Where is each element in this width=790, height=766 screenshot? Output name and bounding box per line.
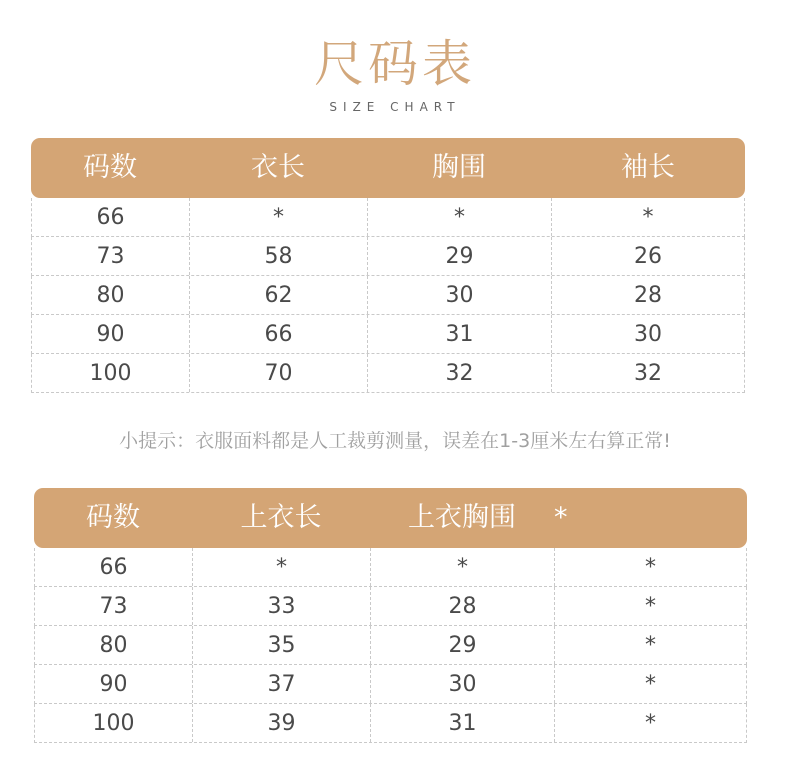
header-extra: *: [554, 502, 568, 533]
table-cell: 32: [634, 361, 662, 386]
table-cell: 29: [368, 237, 552, 275]
table-cell: 66: [32, 198, 190, 236]
table-header: [34, 488, 747, 548]
table-row: [34, 665, 747, 704]
table-cell: 90: [32, 315, 190, 353]
table-cell: 62: [190, 276, 368, 314]
table-cell: 37: [193, 665, 371, 703]
table-cell: 73: [32, 237, 190, 275]
table-cell: 90: [35, 665, 193, 703]
table-cell: *: [645, 594, 656, 619]
table-row: [31, 276, 745, 315]
page-title: 尺码表: [314, 35, 476, 93]
table-cell: 30: [371, 665, 555, 703]
table-row: [31, 354, 745, 393]
table-row: [34, 626, 747, 665]
table-cell: 29: [371, 626, 555, 664]
table-row: [34, 704, 747, 743]
table-cell: 80: [32, 276, 190, 314]
table-cell: *: [642, 205, 654, 230]
size-table-2: [34, 488, 747, 743]
table-row: [31, 315, 745, 354]
table-cell: 28: [634, 283, 662, 308]
table-row: [34, 587, 747, 626]
table-cell: 33: [193, 587, 371, 625]
table-cell: 28: [371, 587, 555, 625]
header-top-chest: 上衣胸围: [408, 502, 516, 533]
table-cell: 80: [35, 626, 193, 664]
table-cell: 100: [35, 704, 193, 742]
table-cell: 30: [368, 276, 552, 314]
table-cell: *: [645, 672, 656, 697]
header-top-length: 上衣长: [240, 502, 322, 533]
table-cell: *: [193, 548, 371, 586]
table-cell: 66: [190, 315, 368, 353]
table-cell: *: [645, 555, 656, 580]
table-header: [31, 138, 745, 198]
table-cell: 35: [193, 626, 371, 664]
header-sleeve: 袖长: [621, 152, 675, 183]
table-cell: 32: [368, 354, 552, 392]
table-cell: *: [371, 548, 555, 586]
table-cell: 39: [193, 704, 371, 742]
table-cell: *: [190, 198, 368, 236]
page-subtitle: SIZE CHART: [329, 100, 461, 114]
table-cell: 26: [634, 244, 662, 269]
table-cell: 58: [190, 237, 368, 275]
table-cell: 70: [190, 354, 368, 392]
table-row: [31, 237, 745, 276]
table-row: [34, 548, 747, 587]
header-size: 码数: [86, 502, 140, 533]
size-table-1: [31, 138, 745, 393]
table-cell: *: [368, 198, 552, 236]
table-cell: 73: [35, 587, 193, 625]
table-cell: *: [645, 711, 656, 736]
table-cell: 30: [634, 322, 662, 347]
table-row: [31, 198, 745, 237]
table-cell: 100: [32, 354, 190, 392]
table-cell: *: [645, 633, 656, 658]
table-cell: 31: [371, 704, 555, 742]
header-chest: 胸围: [432, 152, 486, 183]
table-cell: 66: [35, 548, 193, 586]
measurement-tip: 小提示：衣服面料都是人工裁剪测量，误差在1-3厘米左右算正常!: [119, 430, 671, 452]
header-size: 码数: [83, 152, 137, 183]
header-length: 衣长: [251, 152, 305, 183]
table-cell: 31: [368, 315, 552, 353]
